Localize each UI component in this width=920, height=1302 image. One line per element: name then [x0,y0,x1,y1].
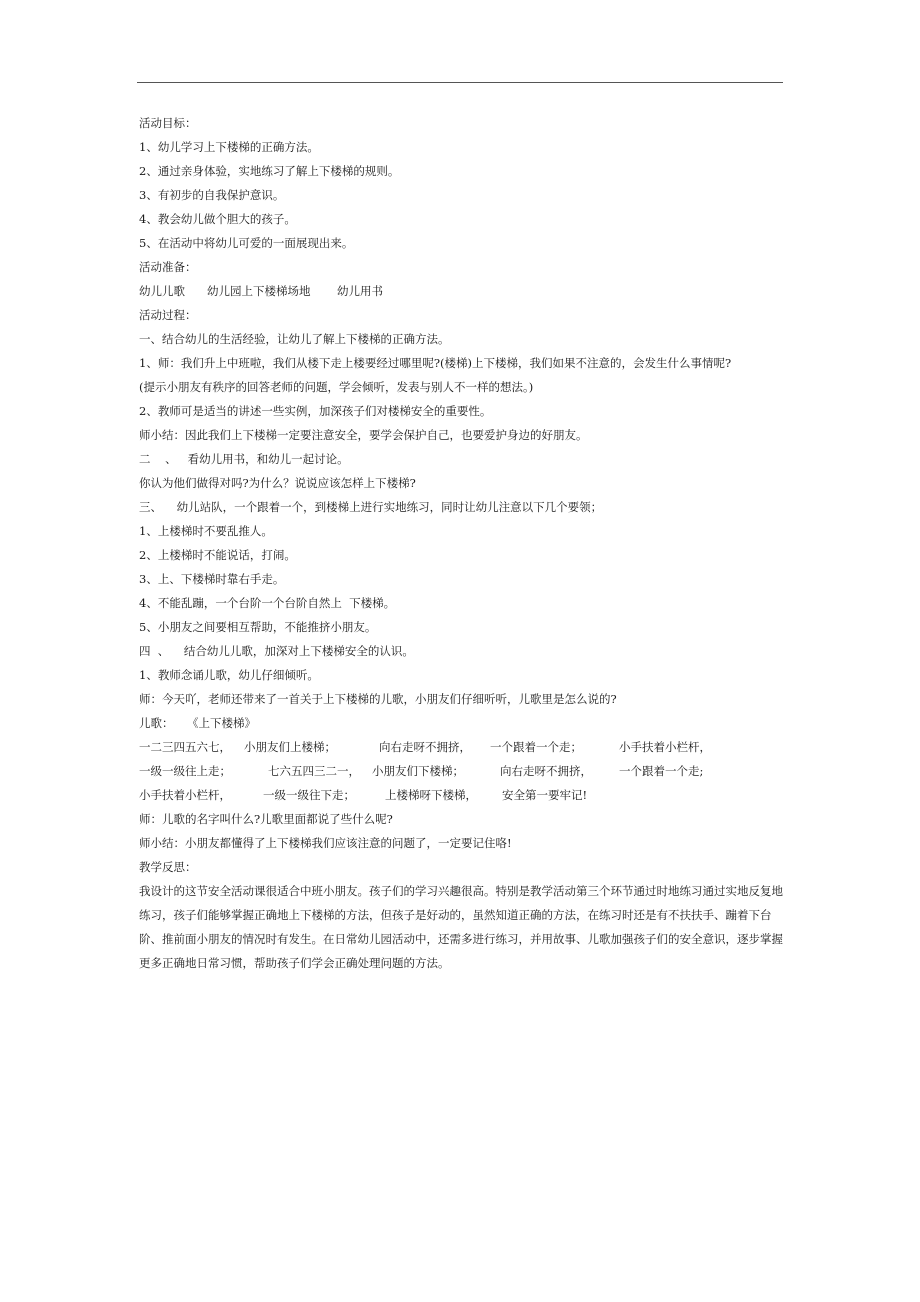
prep-item: 幼儿园上下楼梯场地 [207,284,311,298]
section-4-teacher-question: 师：儿歌的名字叫什么?儿歌里面都说了些什么呢? [139,812,393,826]
document-body [139,111,787,975]
song-phrase: 七六五四三二一， [268,764,360,778]
song-row [139,759,787,783]
section-1-item-2: 2、教师可是适当的讲述一些实例，加深孩子们对楼梯安全的重要性。 [139,404,492,418]
prep-item: 幼儿儿歌 [139,284,185,298]
heading-reflection: 教学反思： [139,860,197,874]
song-phrase: 向右走呀不拥挤， [500,764,592,778]
song-phrase: 一级一级往上走； [139,764,231,778]
section-1-summary: 师小结：因此我们上下楼梯一定要注意安全，要学会保护自己，也要爱护身边的好朋友。 [139,428,588,442]
rule-item: 5、小朋友之间要相互帮助，不能推挤小朋友。 [139,620,377,634]
goal-item: 3、有初步的自我保护意识。 [139,188,285,202]
song-phrase: 小朋友们上楼梯； [244,740,336,754]
song-heading [139,711,787,735]
song-phrase: 一个跟着一个走; [619,764,704,778]
song-phrase: 小手扶着小栏杆， [619,740,711,754]
song-phrase: 向右走呀不拥挤， [379,740,471,754]
heading-goals: 活动目标： [139,116,197,130]
song-phrase: 一级一级往下走； [263,788,355,802]
goal-item: 1、幼儿学习上下楼梯的正确方法。 [139,140,319,154]
section-4-item-1: 1、教师念诵儿歌，幼儿仔细倾听。 [139,668,319,682]
rule-item: 4、不能乱蹦，一个台阶一个台阶自然上 下楼梯。 [139,596,396,610]
section-4-title: 四 、 结合幼儿儿歌，加深对上下楼梯安全的认识。 [139,644,414,658]
song-row [139,735,787,759]
song-phrase: 安全第一要牢记! [502,788,588,802]
song-title: 《上下楼梯》 [187,716,256,730]
section-1-hint: (提示小朋友有秩序的回答老师的问题，学会倾听，发表与别人不一样的想法。) [139,380,534,394]
prep-items [139,279,787,303]
goal-item: 2、通过亲身体验，实地练习了解上下楼梯的规则。 [139,164,400,178]
reflection-paragraph: 我设计的这节安全活动课很适合中班小朋友。孩子们的学习兴趣很高。特别是教学活动第三个环节通过时地练习通过实地反复地练习，孩子们能够掌握正确地上下楼梯的方法，但孩子是好动的，虽然知道正确的方法，在练习时还是有不扶扶手、蹦着下台阶、推前面小朋友的情况时有发生。在日常幼儿园活动中，还需多进行练习，并用故事、儿歌加强孩子们的安全意识，逐步掌握更多正确地日常习惯，帮助孩子们学会正确处理问题的方法。 [139,884,783,970]
section-2-title: 二 、 看幼儿用书，和幼儿一起讨论。 [139,452,349,466]
section-4-summary: 师小结：小朋友都懂得了上下楼梯我们应该注意的问题了，一定要记住咯! [139,836,512,850]
goal-item: 5、在活动中将幼儿可爱的一面展现出来。 [139,236,354,250]
song-phrase: 一个跟着一个走； [490,740,582,754]
rule-item: 1、上楼梯时不要乱推人。 [139,524,273,538]
section-4-teacher: 师：今天吖，老师还带来了一首关于上下楼梯的儿歌，小朋友们仔细听听，儿歌里是怎么说的? [139,692,617,706]
rule-item: 3、上、下楼梯时靠右手走。 [139,572,285,586]
song-phrase: 小手扶着小栏杆， [139,788,231,802]
prep-item: 幼儿用书 [337,284,383,298]
song-phrase: 一二三四五六七， [139,740,231,754]
song-phrase: 小朋友们下楼梯； [372,764,464,778]
song-row [139,783,787,807]
goal-item: 4、教会幼儿做个胆大的孩子。 [139,212,296,226]
song-label: 儿歌： [139,716,174,730]
heading-process: 活动过程： [139,308,197,322]
section-1-title: 一、结合幼儿的生活经验，让幼儿了解上下楼梯的正确方法。 [139,332,450,346]
section-2-question: 你认为他们做得对吗?为什么？说说应该怎样上下楼梯? [139,476,416,490]
section-1-item-1: 1、师：我们升上中班啦，我们从楼下走上楼要经过哪里呢?(楼梯)上下楼梯，我们如果不注意的，会发生什么事情呢? [139,356,732,370]
heading-prep: 活动准备： [139,260,197,274]
section-3-title: 三、 幼儿站队，一个跟着一个，到楼梯上进行实地练习，同时让幼儿注意以下几个要领； [139,500,603,514]
song-phrase: 上楼梯呀下楼梯， [385,788,477,802]
rule-item: 2、上楼梯时不能说话，打闹。 [139,548,296,562]
header-rule [137,82,783,83]
